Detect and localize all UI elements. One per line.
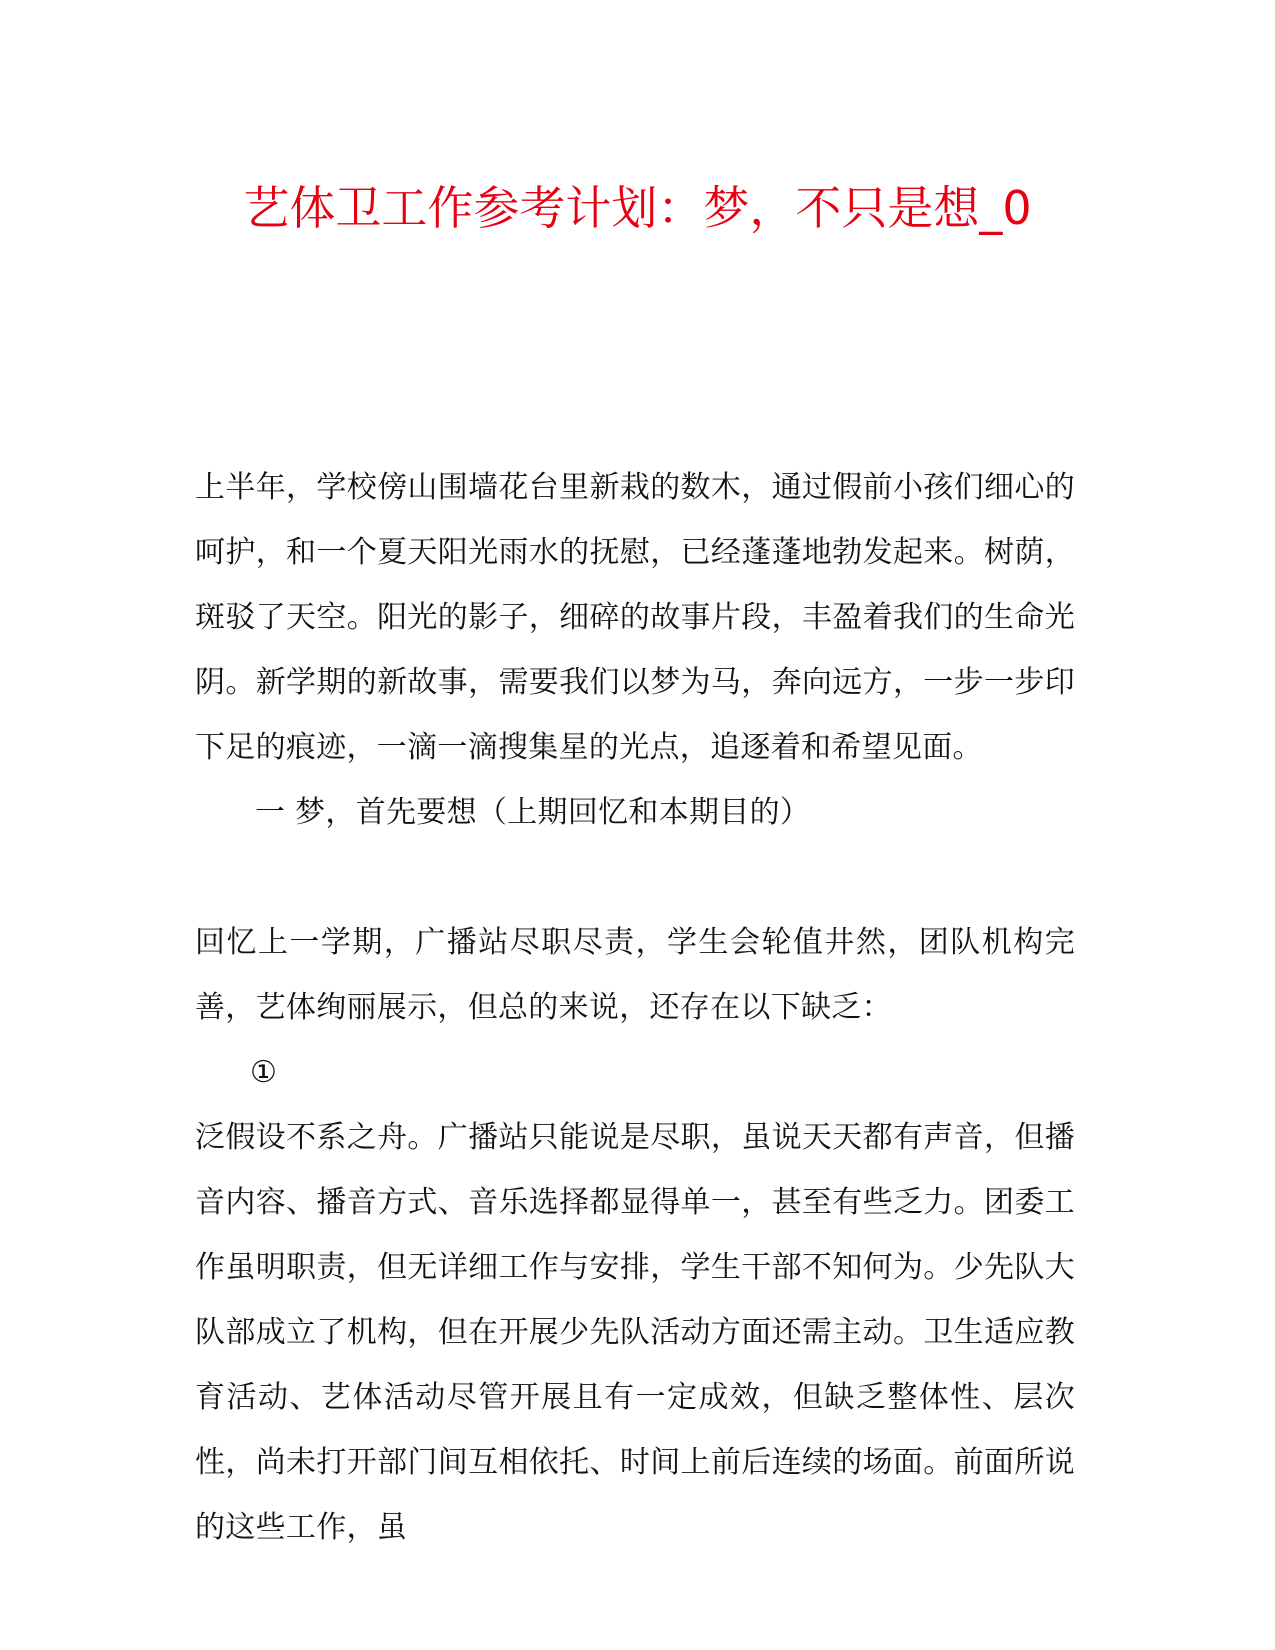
paragraph-intro: 上半年，学校傍山围墙花台里新栽的数木，通过假前小孩们细心的呵护，和一个夏天阳光雨水的抚慰，已经蓬蓬地勃发起来。树荫，斑驳了天空。阳光的影子，细碎的故事片段，丰盈着我们的生命光阴。新学期的新故事，需要我们以梦为马，奔向远方，一步一步印下足的痕迹，一滴一滴搜集星的光点，追逐着和希望见面。: [195, 470, 1075, 765]
paragraph-review: 回忆上一学期，广播站尽职尽责，学生会轮值井然，团队机构完善，艺体绚丽展示，但总的来说，还存在以下缺乏：: [195, 925, 1075, 1025]
paragraph-shortcomings: 泛假设不系之舟。广播站只能说是尽职，虽说天天都有声音，但播音内容、播音方式、音乐选择都显得单一，甚至有些乏力。团委工作虽明职责，但无详细工作与安排，学生干部不知何为。少先队大队部成立了机构，但在开展少先队活动方面还需主动。卫生适应教育活动、艺体活动尽管开展且有一定成效，但缺乏整体性、层次性，尚未打开部门间互相依托、时间上前后连续的场面。前面所说的这些工作，虽: [195, 1120, 1075, 1545]
list-marker: ①: [250, 1055, 278, 1090]
section-heading: 一 梦，首先要想（上期回忆和本期目的）: [255, 795, 811, 830]
document-title: 艺体卫工作参考计划：梦，不只是想_0: [243, 181, 1032, 235]
